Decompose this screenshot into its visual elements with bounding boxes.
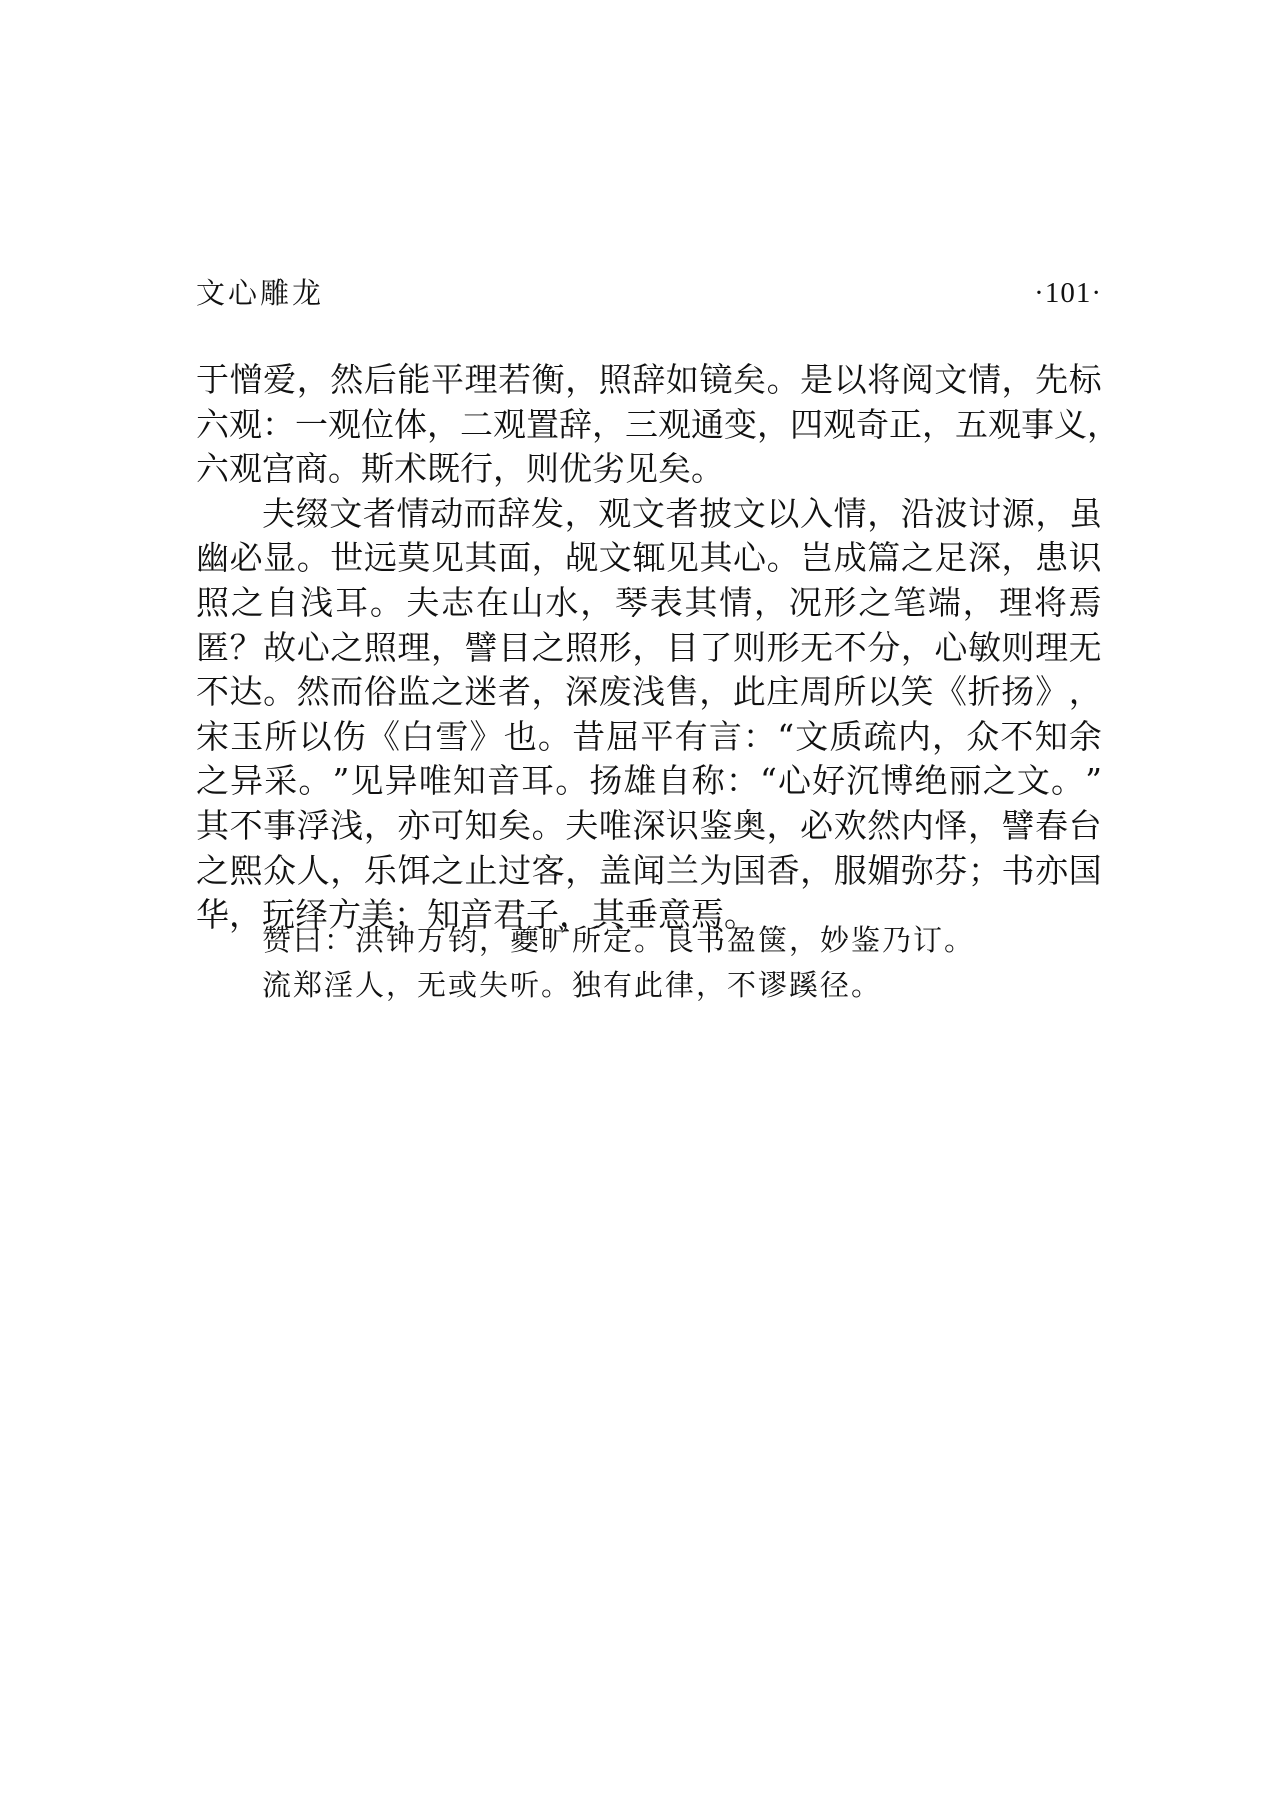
text-line: 幽 必 显 。 世 远 莫 见 其 面 ， 觇 文 辄 见 其 心 。 岂 成 篇 之 足 深 ， 患 识 xyxy=(196,538,1102,578)
text-line: 宋 玉 所 以 伤 《 白 雪 》 也 。 昔 屈 平 有 言 ： “ 文 质 疏 内 ， 众 不 知 余 xyxy=(196,716,1102,756)
text-line: 不 达 。 然 而 俗 监 之 迷 者 ， 深 废 浅 售 ， 此 庄 周 所 以 笑 《 折 扬 》 ， xyxy=(196,672,1102,712)
text-line: 六 观 ： 一 观 位 体 ， 二 观 置 辞 ， 三 观 通 变 ， 四 观 奇 正 ， 五 观 事 义 ， xyxy=(196,404,1120,444)
text-line: 匿 ？ 故 心 之 照 理 ， 譬 目 之 照 形 ， 目 了 则 形 无 不 分 ， 心 敏 则 理 无 xyxy=(196,627,1102,667)
text-line: 其 不 事 浮 浅 ， 亦 可 知 矣 。 夫 唯 深 识 鉴 奥 ， 必 欢 然 内 怿 ， 譬 春 台 xyxy=(196,805,1102,845)
text-line: 六观宫商。斯术既行，则优劣见矣。 xyxy=(196,449,724,489)
body-text xyxy=(196,358,1120,938)
paragraph-first-line: 夫 缀 文 者 情 动 而 辞 发 ， 观 文 者 披 文 以 入 情 ， 沿 波 讨 源 ， 虽 xyxy=(262,493,1102,533)
zan-verse-line: 赞曰：洪钟万钧，夔旷所定。良书盈箧，妙鉴乃订。 xyxy=(262,923,976,957)
zan-verse-line: 流郑淫人，无或失听。独有此律，不谬蹊径。 xyxy=(262,968,883,1002)
page-number: ·101· xyxy=(1034,277,1102,309)
text-line: 照 之 自 浅 耳 。 夫 志 在 山 水 ， 琴 表 其 情 ， 况 形 之 笔 端 ， 理 将 焉 xyxy=(196,582,1102,622)
text-line: 华，玩绎方美；知音君子，其垂意焉。 xyxy=(196,895,757,935)
text-line: 之 熙 众 人 ， 乐 饵 之 止 过 客 ， 盖 闻 兰 为 国 香 ， 服 媚 弥 芬 ； 书 亦 国 xyxy=(196,850,1102,890)
running-head xyxy=(196,273,1102,313)
book-title: 文心雕龙 xyxy=(196,276,325,310)
text-line: 之 异 采 。 ” 见 异 唯 知 音 耳 。 扬 雄 自 称 ： “ 心 好 沉 博 绝 丽 之 文 。 ” xyxy=(196,761,1102,801)
text-line: 于 憎 爱 ， 然 后 能 平 理 若 衡 ， 照 辞 如 镜 矣 。 是 以 将 阅 文 情 ， 先 标 xyxy=(196,360,1102,399)
